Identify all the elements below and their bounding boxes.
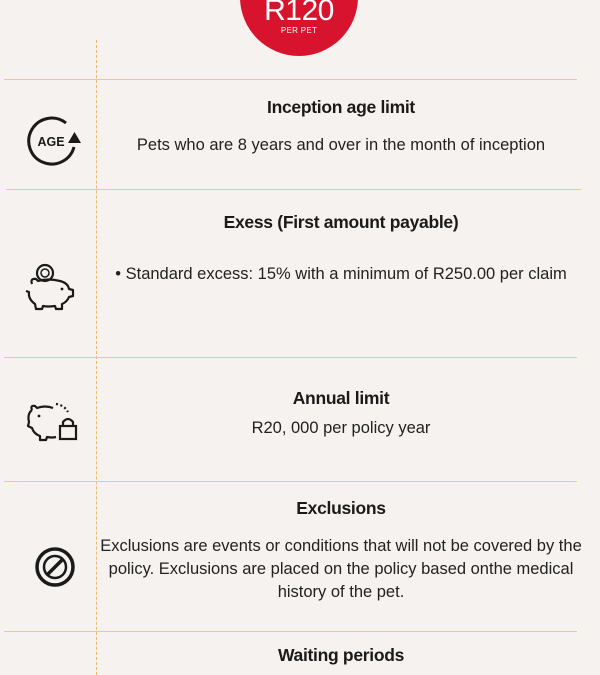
section-heading: Exclusions bbox=[296, 498, 386, 518]
section-text: Exclusions are events or conditions that will not be covered by the policy. Exclusions are placed on the policy based onthe medical history of the pet. bbox=[100, 537, 582, 601]
section-text: Pets who are 8 years and over in the month of inception bbox=[136, 136, 546, 154]
section-text: • Standard excess: 15% with a minimum of R250.00 per claim bbox=[115, 265, 567, 283]
section-heading: Inception age limit bbox=[267, 97, 415, 117]
section-text: R20, 000 per policy year bbox=[251, 419, 431, 437]
section-heading: Exess (First amount payable) bbox=[223, 212, 459, 232]
price-unit: PER PET bbox=[280, 26, 318, 35]
price-amount: R120 bbox=[264, 0, 334, 27]
section-heading: Annual limit bbox=[292, 388, 390, 408]
section-heading: Waiting periods bbox=[277, 645, 405, 665]
age-icon-label: AGE bbox=[37, 135, 65, 149]
